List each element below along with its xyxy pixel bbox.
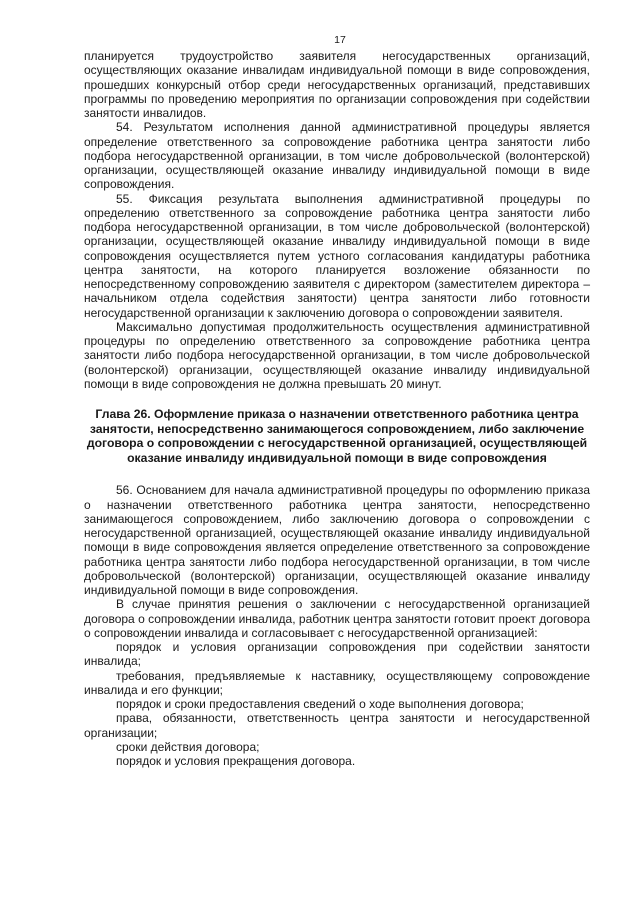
paragraph-56: 56. Основанием для начала административной процедуры по оформлению приказа о назначении ответственного работника центра занятости, непосредственно занимающегося сопровождением, либо заключению договора о сопровождении с негосударственной организацией, осуществляющей оказание инвалиду индивидуальной помощи в виде сопровождения является определение ответственного за сопровождение работника центра занятости либо подбора негосударственной организации, в том числе добровольческой (волонтерской) организации, осуществляющей оказание инвалиду индивидуальной помощи в виде сопровождения. [84,483,590,598]
list-item: требования, предъявляемые к наставнику, осуществляющему сопровождение инвалида и его функции; [84,668,590,697]
chapter-heading: Глава 26. Оформление приказа о назначении ответственного работника центра занятости, непосредственно занимающегося сопровождением, либо заключение договора о сопровождении с негосударственной организацией, осуществляющей оказание инвалиду индивидуальной помощи в виде сопровождения [86,407,588,465]
paragraph-contract: В случае принятия решения о заключении с негосударственной организацией договора о сопровождении инвалида, работник центра занятости готовит проект договора о сопровождении инвалида и согласовывает с негосударственной организацией: [84,597,590,640]
paragraph-54: 54. Результатом исполнения данной административной процедуры является определение ответственного за сопровождение работника центра занятости либо подбора негосударственной организации, в том числе добровольческой (волонтерской) организации, осуществляющей оказание инвалиду индивидуальной помощи в виде сопровождения. [84,120,590,192]
list-item: порядок и условия прекращения договора. [116,754,356,769]
list-item: права, обязанности, ответственность центра занятости и негосударственной организации; [84,711,590,740]
list-item: порядок и сроки предоставления сведений о ходе выполнения договора; [116,697,524,712]
paragraph-max-duration: Максимально допустимая продолжительность осуществления административной процедуры по определению ответственного за сопровождение работника центра занятости либо подбора негосударственной организации, в том числе добровольческой (волонтерской) организации, осуществляющей оказание инвалиду индивидуальной помощи в виде сопровождения не должна превышать 20 минут. [84,319,590,391]
contract-items-list [84,640,590,768]
paragraph-55: 55. Фиксация результата выполнения административной процедуры по определению ответственного за сопровождение работника центра занятости либо подбора негосударственной организации, в том числе добровольческой (волонтерской) организации, осуществляющей оказание инвалиду индивидуальной помощи в виде сопровождения осуществляется путем устного согласования кандидатуры работника центра занятости, на которого планируется возложение обязанности по непосредственному сопровождению заявителя с директором (заместителем директора – начальником отдела содействия занятости) центра занятости либо готовности негосударственной организации к заключению договора о сопровождении заявителя. [84,191,590,320]
list-item: сроки действия договора; [116,739,260,754]
paragraph-continuation: планируется трудоустройство заявителя негосударственных организаций, осуществляющих оказание инвалидам индивидуальной помощи в виде сопровождения, прошедших конкурсный отбор среди негосударственных организаций, представивших программы по проведению мероприятия по организации сопровождения при содействии занятости инвалидов. [84,49,590,120]
page-number: 17 [334,34,346,46]
list-item: порядок и условия организации сопровождения при содействии занятости инвалида; [84,640,590,669]
